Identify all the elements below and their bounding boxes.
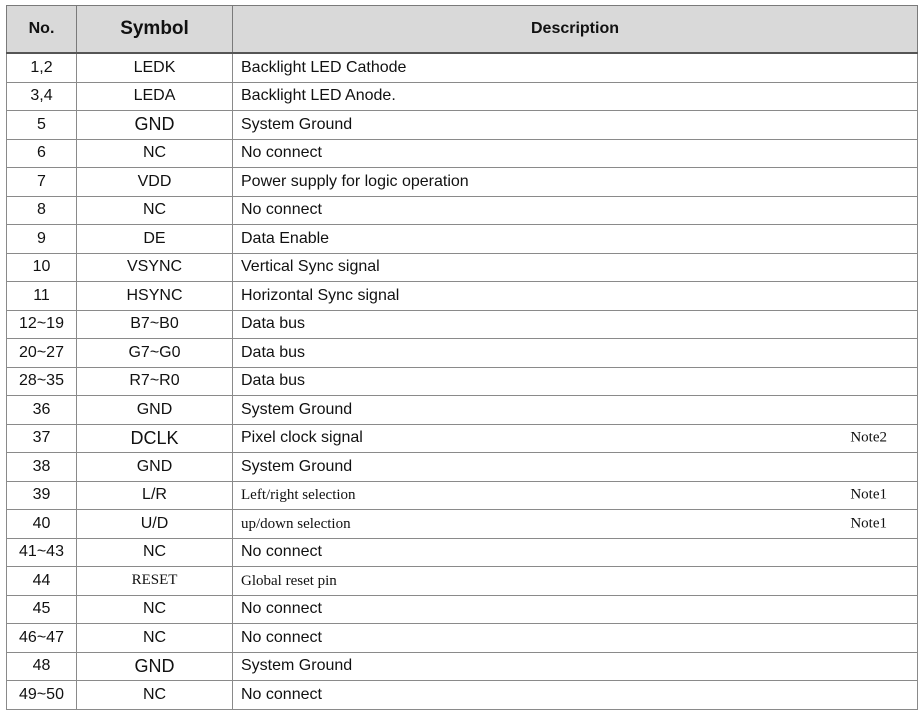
- pin-description-cell: [233, 339, 918, 368]
- pin-description-cell: [233, 253, 918, 282]
- pin-symbol: NC: [77, 139, 233, 168]
- pin-description: No connect: [241, 685, 322, 703]
- table-row: [7, 396, 918, 425]
- pin-description: No connect: [241, 543, 322, 561]
- pin-number: 3,4: [7, 82, 77, 111]
- pin-description-cell: [233, 424, 918, 453]
- pin-number: 36: [7, 396, 77, 425]
- table-row: [7, 82, 918, 111]
- pin-number: 46~47: [7, 624, 77, 653]
- pin-number: 6: [7, 139, 77, 168]
- table-row: [7, 510, 918, 539]
- pin-symbol: GND: [77, 652, 233, 681]
- pin-description: System Ground: [241, 457, 353, 475]
- pin-description: System Ground: [241, 657, 353, 675]
- table-row: [7, 339, 918, 368]
- header-symbol: Symbol: [77, 6, 233, 54]
- table-row: [7, 424, 918, 453]
- pin-number: 41~43: [7, 538, 77, 567]
- pin-description: Backlight LED Cathode: [241, 58, 407, 76]
- pin-description: Horizontal Sync signal: [241, 286, 400, 304]
- table-row: [7, 168, 918, 197]
- pin-number: 8: [7, 196, 77, 225]
- pin-note: Note2: [850, 429, 887, 446]
- pin-description: Vertical Sync signal: [241, 258, 380, 276]
- pin-description-cell: [233, 82, 918, 111]
- table-row: [7, 111, 918, 140]
- table-row: [7, 595, 918, 624]
- pin-description-cell: [233, 53, 918, 82]
- pin-description: Data Enable: [241, 229, 330, 247]
- pin-description-cell: [233, 310, 918, 339]
- pin-assignment-table: [6, 5, 918, 710]
- pin-note: Note1: [850, 515, 887, 532]
- table-body: [7, 53, 918, 709]
- pin-number: 49~50: [7, 681, 77, 710]
- pin-number: 38: [7, 453, 77, 482]
- pin-description-cell: [233, 396, 918, 425]
- pin-description: Backlight LED Anode.: [241, 87, 396, 105]
- pin-number: 20~27: [7, 339, 77, 368]
- pin-symbol: VSYNC: [77, 253, 233, 282]
- pin-symbol: LEDA: [77, 82, 233, 111]
- table-header-row: [7, 6, 918, 54]
- pin-symbol: GND: [77, 453, 233, 482]
- table-row: [7, 538, 918, 567]
- pin-description-cell: [233, 652, 918, 681]
- pin-description: Global reset pin: [241, 572, 337, 589]
- pin-description-cell: [233, 111, 918, 140]
- pin-number: 44: [7, 567, 77, 596]
- pin-symbol: GND: [77, 111, 233, 140]
- pin-number: 1,2: [7, 53, 77, 82]
- pin-description: System Ground: [241, 400, 353, 418]
- pin-number: 10: [7, 253, 77, 282]
- table-row: [7, 567, 918, 596]
- header-description: Description: [233, 6, 918, 54]
- pin-description-cell: [233, 595, 918, 624]
- pin-description: Data bus: [241, 315, 306, 333]
- pin-description: up/down selection: [241, 515, 351, 532]
- pin-symbol: LEDK: [77, 53, 233, 82]
- pin-symbol: NC: [77, 196, 233, 225]
- pin-number: 39: [7, 481, 77, 510]
- pin-number: 40: [7, 510, 77, 539]
- pin-description-cell: [233, 567, 918, 596]
- pin-symbol: NC: [77, 624, 233, 653]
- pin-number: 5: [7, 111, 77, 140]
- pin-symbol: B7~B0: [77, 310, 233, 339]
- table-row: [7, 225, 918, 254]
- pin-description: Pixel clock signal: [241, 429, 363, 447]
- table-row: [7, 53, 918, 82]
- pin-description-cell: [233, 139, 918, 168]
- table-row: [7, 253, 918, 282]
- pin-number: 48: [7, 652, 77, 681]
- pin-symbol: R7~R0: [77, 367, 233, 396]
- table-row: [7, 624, 918, 653]
- pin-symbol: DCLK: [77, 424, 233, 453]
- pin-description: No connect: [241, 144, 322, 162]
- pin-description: No connect: [241, 600, 322, 618]
- pin-symbol: G7~G0: [77, 339, 233, 368]
- pin-description-cell: [233, 282, 918, 311]
- header-no: No.: [7, 6, 77, 54]
- pin-symbol: RESET: [77, 567, 233, 596]
- pin-description: Data bus: [241, 372, 306, 390]
- table-row: [7, 282, 918, 311]
- table-row: [7, 481, 918, 510]
- pin-number: 37: [7, 424, 77, 453]
- pin-description: No connect: [241, 628, 322, 646]
- pin-description: Left/right selection: [241, 487, 356, 504]
- table-row: [7, 310, 918, 339]
- pin-symbol: VDD: [77, 168, 233, 197]
- pin-description-cell: [233, 225, 918, 254]
- pin-number: 28~35: [7, 367, 77, 396]
- pin-symbol: L/R: [77, 481, 233, 510]
- pin-number: 45: [7, 595, 77, 624]
- pin-number: 7: [7, 168, 77, 197]
- pin-number: 9: [7, 225, 77, 254]
- pin-description-cell: [233, 538, 918, 567]
- pin-note: Note1: [850, 486, 887, 503]
- table-row: [7, 453, 918, 482]
- pin-symbol: NC: [77, 595, 233, 624]
- pin-description-cell: [233, 367, 918, 396]
- table-row: [7, 652, 918, 681]
- pin-symbol: DE: [77, 225, 233, 254]
- table-row: [7, 139, 918, 168]
- table-row: [7, 367, 918, 396]
- pin-description-cell: [233, 510, 918, 539]
- table-row: [7, 681, 918, 710]
- pin-symbol: NC: [77, 681, 233, 710]
- pin-description-cell: [233, 681, 918, 710]
- pin-number: 11: [7, 282, 77, 311]
- pin-symbol: HSYNC: [77, 282, 233, 311]
- pin-description-cell: [233, 168, 918, 197]
- pin-description-cell: [233, 481, 918, 510]
- pin-symbol: NC: [77, 538, 233, 567]
- pin-description: Power supply for logic operation: [241, 172, 469, 190]
- pin-description-cell: [233, 196, 918, 225]
- pin-description: System Ground: [241, 115, 353, 133]
- pin-symbol: U/D: [77, 510, 233, 539]
- pin-number: 12~19: [7, 310, 77, 339]
- pin-description: Data bus: [241, 343, 306, 361]
- table-row: [7, 196, 918, 225]
- pin-description-cell: [233, 453, 918, 482]
- pin-description: No connect: [241, 201, 322, 219]
- pin-description-cell: [233, 624, 918, 653]
- pin-symbol: GND: [77, 396, 233, 425]
